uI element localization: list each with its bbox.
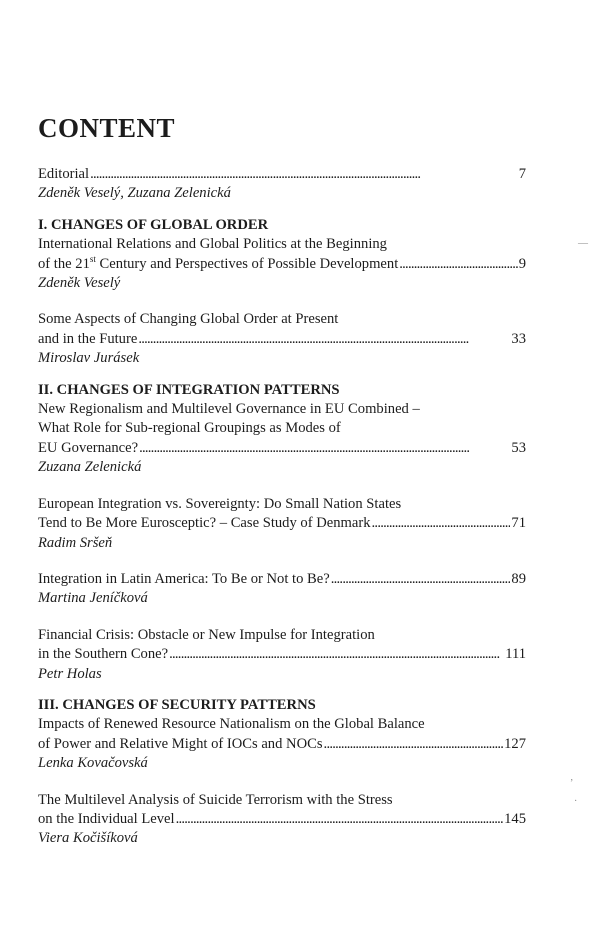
toc-entry[interactable]: [38, 715, 526, 773]
toc-entry-author: Radim Sršeň: [38, 534, 113, 551]
dot-leader: [372, 514, 511, 533]
scan-mark: ·: [574, 796, 578, 807]
page-number: 89: [511, 570, 526, 587]
toc-entry-title: Editorial: [38, 166, 90, 182]
scan-mark: —: [578, 238, 588, 249]
page-number: 9: [518, 255, 526, 272]
scan-mark: ‚: [570, 772, 574, 783]
dot-leader: [139, 439, 510, 458]
toc-entry[interactable]: [38, 791, 526, 849]
dot-leader: [169, 645, 504, 664]
toc-entry-author: Zuzana Zelenická: [38, 459, 142, 476]
toc-entry[interactable]: [38, 310, 526, 368]
toc-entry-title-text: EU Governance?: [38, 439, 139, 456]
toc-entry-author: Martina Jeníčková: [38, 590, 148, 607]
toc-entry-title-line: International Relations and Global Politics at the Beginning: [38, 236, 387, 253]
toc-entry-line: [38, 330, 526, 349]
section-heading: II. CHANGES OF INTEGRATION PATTERNS: [38, 381, 340, 398]
toc-entry-title-text: Tend to Be More Eurosceptic? – Case Study of Denmark: [38, 515, 371, 532]
dot-leader: [176, 810, 504, 829]
toc-entry-title: [38, 514, 371, 533]
toc-entry-title-text: on the Individual Level: [38, 810, 175, 827]
toc-entry-title: [38, 735, 323, 754]
toc-entry-author: Petr Holas: [38, 665, 102, 682]
dot-leader: [324, 735, 504, 754]
page-number: 33: [511, 330, 526, 347]
page-number: 111: [505, 646, 526, 663]
toc-entry-title: [38, 810, 175, 829]
page-number: 127: [504, 735, 526, 752]
toc-entry-line: [38, 165, 526, 184]
table-of-contents: [38, 165, 526, 849]
toc-entry[interactable]: [38, 400, 526, 478]
toc-entry-title-line: European Integration vs. Sovereignty: Do Small Nation States: [38, 495, 402, 512]
dot-leader: [138, 330, 510, 349]
toc-entry-author: Viera Kočišíková: [38, 830, 138, 847]
toc-entry[interactable]: [38, 235, 526, 293]
page-title: CONTENT: [38, 113, 176, 143]
toc-entry-title-line: Financial Crisis: Obstacle or New Impulse for Integration: [38, 626, 375, 643]
toc-entry-author: Zdeněk Veselý: [38, 275, 121, 292]
toc-entry-line: [38, 439, 526, 458]
page-number: 53: [511, 439, 526, 456]
toc-entry-title-line: The Multilevel Analysis of Suicide Terrorism with the Stress: [38, 791, 393, 808]
toc-entry-title-line: New Regionalism and Multilevel Governance in EU Combined –: [38, 401, 420, 418]
toc-entry-title-text: Integration in Latin America: To Be or Not to Be?: [38, 570, 330, 587]
toc-entry-line: [38, 645, 526, 664]
page-number: 7: [518, 166, 526, 182]
toc-entry-title: [38, 255, 398, 274]
toc-entry-title-text: of the 21: [38, 255, 90, 272]
toc-entry-line: [38, 514, 526, 533]
dot-leader: [331, 570, 511, 589]
toc-entry-author: Lenka Kovačovská: [38, 755, 148, 772]
section-heading: III. CHANGES OF SECURITY PATTERNS: [38, 696, 316, 713]
page-number: 145: [504, 810, 526, 827]
toc-entry-title: [38, 645, 168, 664]
section-heading: I. CHANGES OF GLOBAL ORDER: [38, 216, 269, 233]
toc-entry-line: [38, 810, 526, 829]
toc-entry[interactable]: [38, 570, 526, 609]
toc-entry[interactable]: [38, 626, 526, 684]
page-number: 71: [511, 515, 526, 532]
toc-entry-title-line: What Role for Sub-regional Groupings as Modes of: [38, 420, 341, 437]
toc-entry-title-text: and in the Future: [38, 330, 138, 347]
toc-entry-title: [38, 570, 330, 589]
toc-entry-line: [38, 255, 526, 274]
toc-entry-title-line: Some Aspects of Changing Global Order at Present: [38, 311, 339, 328]
dot-leader: [399, 255, 517, 274]
toc-entry-author: Zdeněk Veselý, Zuzana Zelenická: [38, 185, 231, 202]
toc-entry-title-text: of Power and Relative Might of IOCs and NOCs: [38, 735, 323, 752]
dot-leader: [90, 165, 518, 184]
toc-entry-line: [38, 735, 526, 754]
toc-entry[interactable]: [38, 495, 526, 553]
toc-entry-editorial[interactable]: [38, 165, 526, 204]
toc-entry-title: [38, 330, 137, 349]
toc-entry-title-text: Century and Perspectives of Possible Development: [95, 255, 399, 272]
toc-entry-title-line: Impacts of Renewed Resource Nationalism on the Global Balance: [38, 716, 425, 733]
toc-entry-line: [38, 570, 526, 589]
toc-entry-title-text: in the Southern Cone?: [38, 646, 169, 663]
toc-entry-title: [38, 439, 138, 458]
toc-entry-author: Miroslav Jurásek: [38, 350, 140, 367]
ordinal-superscript: st: [89, 253, 96, 264]
